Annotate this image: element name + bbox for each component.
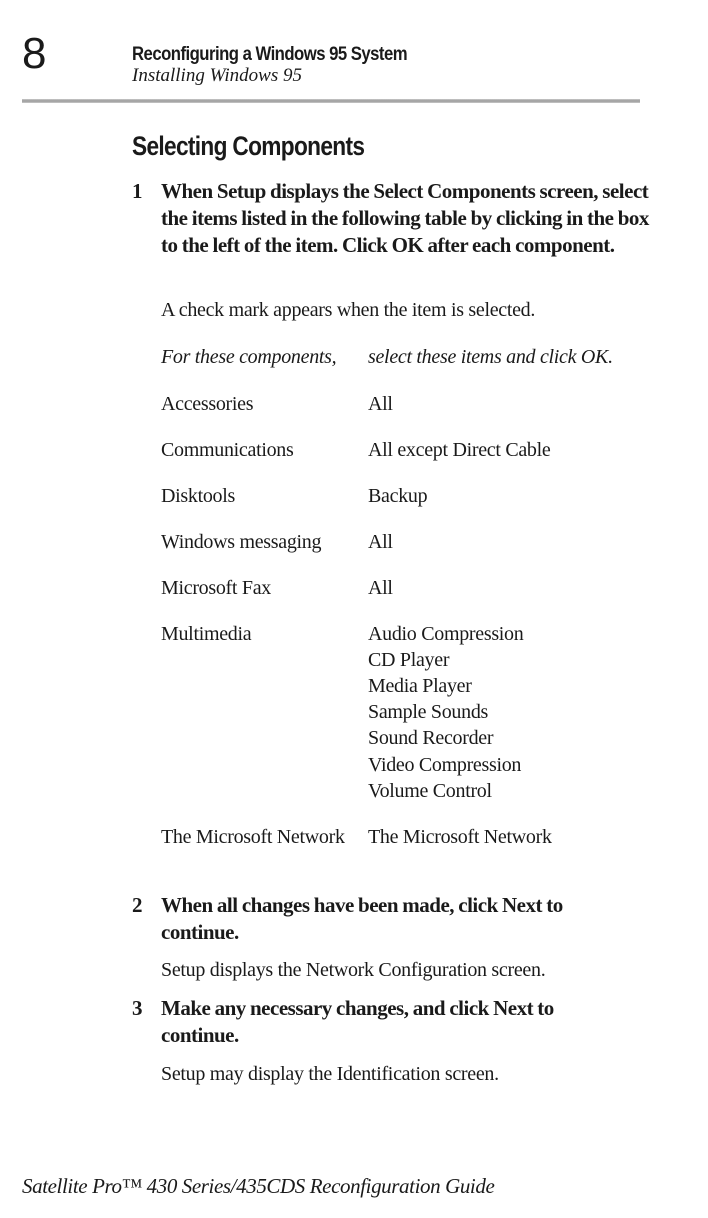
component-name: Disktools [161, 485, 235, 507]
component-name: The Microsoft Network [161, 826, 345, 848]
component-item: Audio Compression [368, 623, 524, 645]
table-header-items: select these items and click OK. [368, 346, 613, 368]
step-3 [132, 995, 652, 1051]
component-items: All [368, 577, 393, 599]
step-number: 2 [132, 893, 143, 917]
step-instruction: When all changes have been made, click Next to continue. [161, 893, 563, 944]
component-items: All [368, 531, 393, 553]
header-rule [22, 99, 640, 103]
heading-selecting-components: Selecting Components [132, 131, 365, 161]
chapter-title: Reconfiguring a Windows 95 System [132, 44, 408, 65]
step-result: Setup displays the Network Configuration screen. [161, 959, 546, 981]
step-result: Setup may display the Identification screen. [161, 1063, 499, 1085]
component-item: Video Compression [368, 754, 522, 776]
running-head [132, 44, 445, 86]
section-title: Installing Windows 95 [132, 65, 302, 86]
component-item: CD Player [368, 649, 450, 671]
component-name: Windows messaging [161, 531, 322, 553]
component-items: All [368, 393, 393, 415]
table-header-components: For these components, [161, 346, 337, 368]
component-item: Media Player [368, 675, 472, 697]
component-item: Sound Recorder [368, 727, 494, 749]
page-number: 8 [22, 29, 46, 78]
component-items: The Microsoft Network [368, 826, 552, 848]
step-2 [132, 892, 652, 948]
component-item: Volume Control [368, 780, 492, 802]
component-item: Sample Sounds [368, 701, 488, 723]
step-number: 3 [132, 996, 143, 1020]
component-items: Backup [368, 485, 428, 507]
step-result: A check mark appears when the item is selected. [161, 299, 536, 321]
component-items: All except Direct Cable [368, 439, 551, 461]
component-name: Accessories [161, 393, 254, 415]
component-name: Microsoft Fax [161, 577, 271, 599]
step-1 [132, 178, 652, 288]
step-instruction: When Setup displays the Select Components screen, select the items listed in the following table by clicking in the box to the left of the item. Click OK after each component. [161, 179, 649, 257]
component-name: Multimedia [161, 623, 252, 645]
step-instruction: Make any necessary changes, and click Next to continue. [161, 996, 554, 1047]
step-number: 1 [132, 179, 143, 203]
component-name: Communications [161, 439, 294, 461]
footer-title: Satellite Pro™ 430 Series/435CDS Reconfiguration Guide [22, 1174, 495, 1198]
